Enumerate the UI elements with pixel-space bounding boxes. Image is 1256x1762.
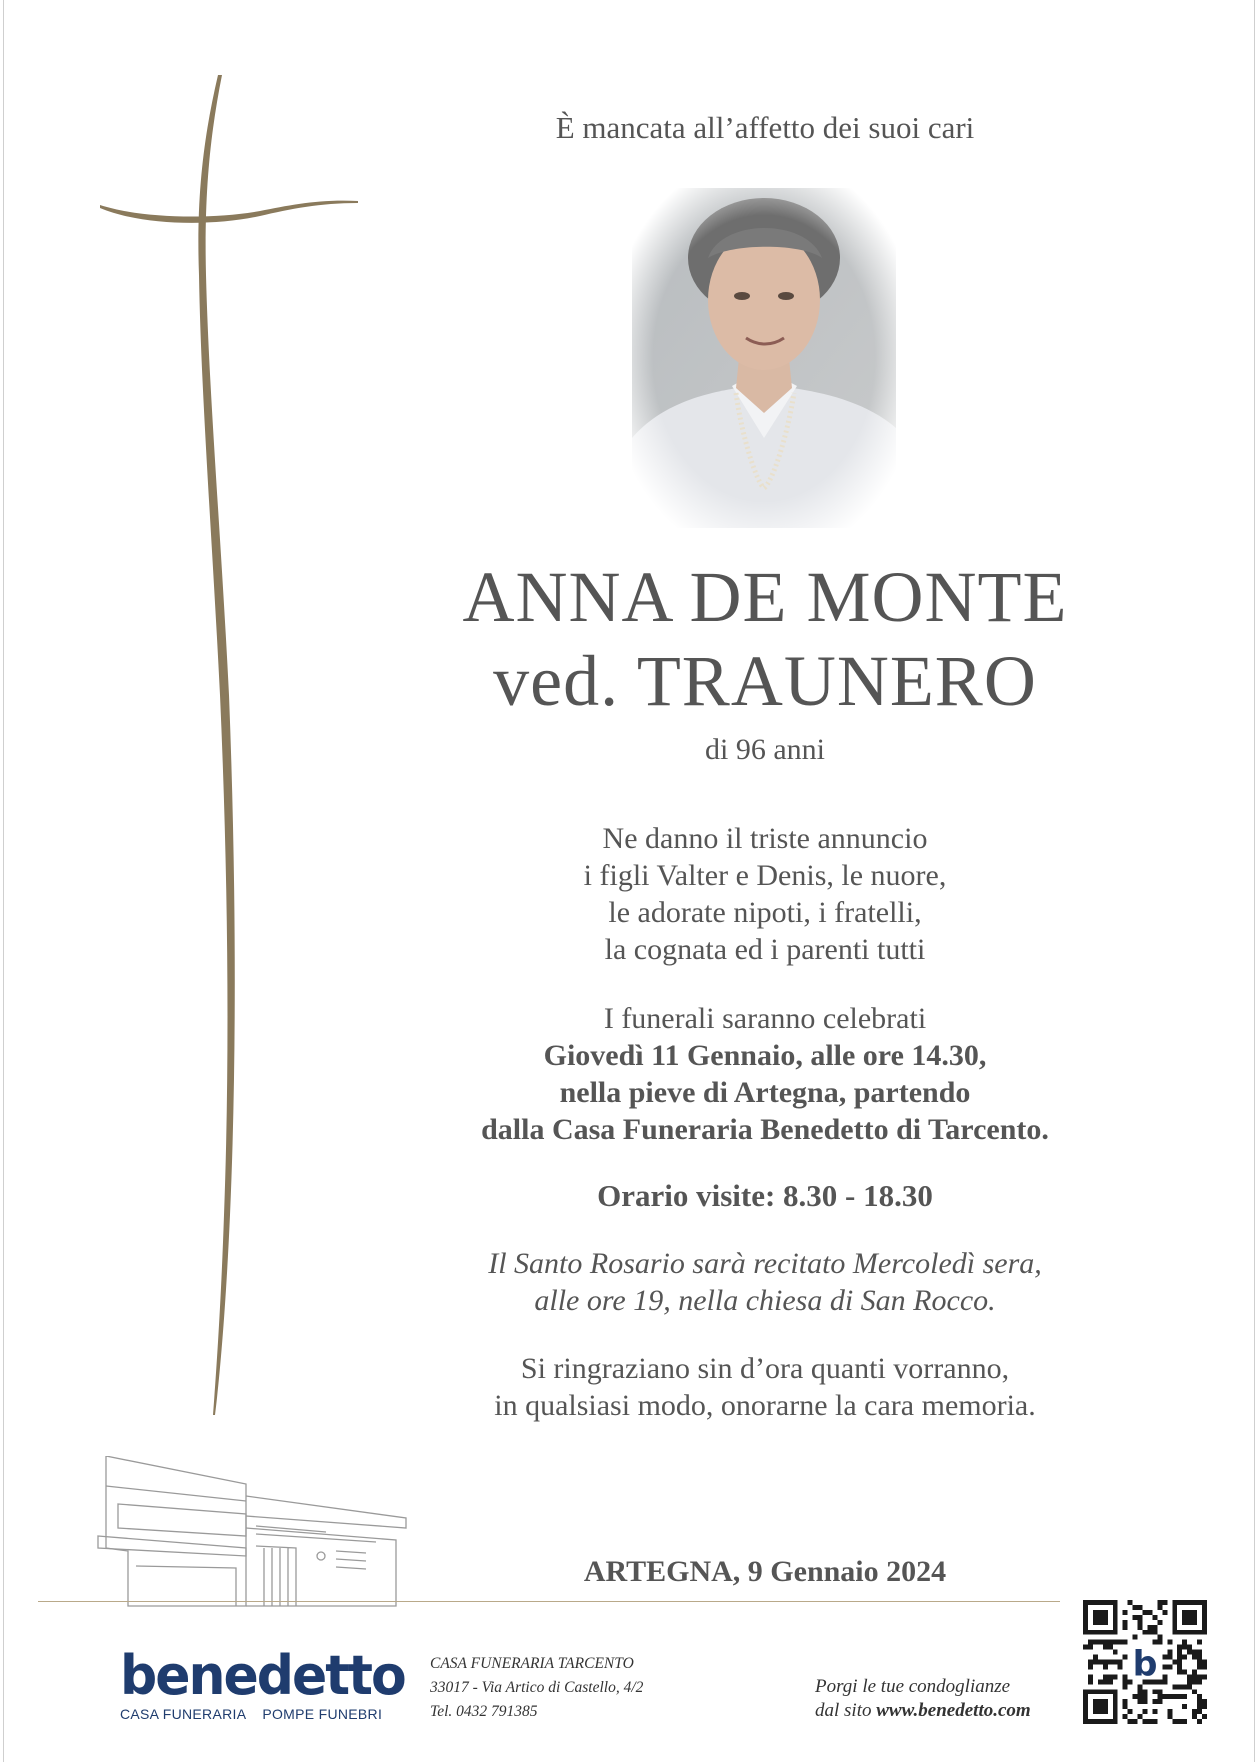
thanks-line: in qualsiasi modo, onorarne la cara memoria. xyxy=(494,1389,1036,1422)
condolences-text xyxy=(815,1675,1031,1723)
announce-line: i figli Valter e Denis, le nuore, xyxy=(583,859,947,892)
benedetto-logo xyxy=(120,1644,405,1722)
rosary-block xyxy=(440,1245,1090,1319)
funeral-detail: Giovedì 11 Gennaio, alle ore 14.30, xyxy=(543,1039,987,1072)
thanks-block xyxy=(440,1350,1090,1424)
announcement-block xyxy=(440,820,1090,968)
logo-wordmark: benedetto xyxy=(120,1644,405,1708)
funeral-detail: dalla Casa Funeraria Benedetto di Tarcento. xyxy=(481,1113,1049,1146)
name-line-1: ANNA DE MONTE xyxy=(462,557,1068,637)
announce-line: Ne danno il triste annuncio xyxy=(602,822,928,855)
building-icon xyxy=(96,1456,412,1616)
age-text: di 96 anni xyxy=(705,733,825,766)
qr-logo-mark: b xyxy=(1132,1644,1158,1685)
name-line-2: ved. TRAUNERO xyxy=(493,641,1037,721)
rosary-line: alle ore 19, nella chiesa di San Rocco. xyxy=(534,1284,996,1317)
funeral-home-address xyxy=(430,1652,643,1724)
funeral-block xyxy=(440,1000,1090,1148)
rosary-line: Il Santo Rosario sarà recitato Mercoledì sera, xyxy=(488,1247,1042,1280)
condolences-line-2 xyxy=(815,1699,1031,1723)
condolences-site-link[interactable]: www.benedetto.com xyxy=(876,1700,1031,1721)
logo-subtitle xyxy=(120,1706,383,1722)
qr-code-icon[interactable] xyxy=(1083,1600,1207,1724)
funeral-intro: I funerali saranno celebrati xyxy=(603,1002,927,1035)
address-line: Tel. 0432 791385 xyxy=(430,1703,538,1720)
condolences-line-1: Porgi le tue condoglianze xyxy=(815,1676,1011,1697)
logo-sub-1: CASA FUNERARIA xyxy=(120,1706,247,1722)
visiting-hours: Orario visite: 8.30 - 18.30 xyxy=(597,1178,933,1213)
cross-icon xyxy=(100,75,360,1415)
funeral-detail: nella pieve di Artegna, partendo xyxy=(559,1076,971,1109)
deceased-name xyxy=(440,555,1090,723)
intro-text: È mancata all’affetto dei suoi cari xyxy=(555,110,975,145)
logo-sub-2: POMPE FUNEBRI xyxy=(262,1706,383,1722)
thanks-line: Si ringraziano sin d’ora quanti vorranno, xyxy=(520,1352,1010,1385)
announce-line: le adorate nipoti, i fratelli, xyxy=(608,896,922,929)
announce-line: la cognata ed i parenti tutti xyxy=(604,933,926,966)
address-line: 33017 - Via Artico di Castello, 4/2 xyxy=(430,1679,644,1696)
portrait-photo xyxy=(632,188,896,528)
address-line: CASA FUNERARIA TARCENTO xyxy=(430,1655,634,1672)
footer-divider xyxy=(38,1601,1060,1602)
condolences-prefix: dal sito xyxy=(815,1700,877,1721)
place-date: ARTEGNA, 9 Gennaio 2024 xyxy=(583,1555,947,1588)
